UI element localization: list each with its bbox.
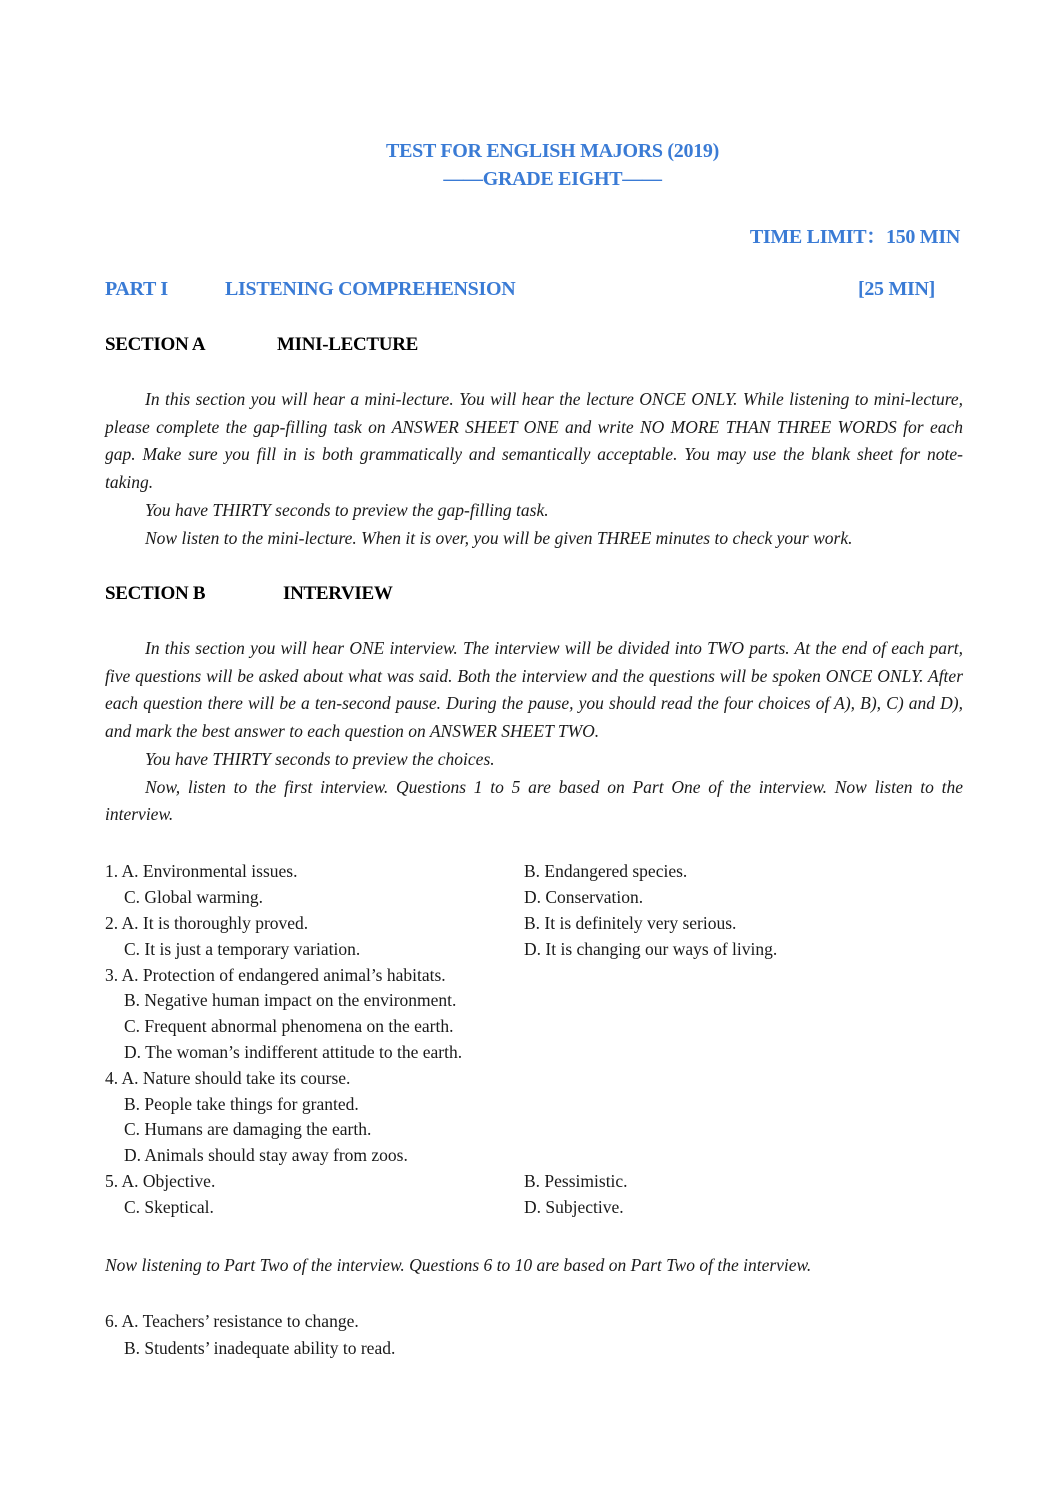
q2-option-d: D. It is changing our ways of living.: [524, 939, 778, 959]
part-duration: [25 MIN]: [858, 278, 936, 300]
q2-option-c: C. It is just a temporary variation.: [124, 939, 361, 959]
section-a-preview-note: You have THIRTY seconds to preview the gap-filling task.: [145, 499, 549, 520]
exam-title: TEST FOR ENGLISH MAJORS (2019): [386, 140, 719, 162]
q5-option-d: D. Subjective.: [524, 1197, 624, 1217]
q4-option-c: C. Humans are damaging the earth.: [124, 1119, 372, 1139]
q5-option-b: B. Pessimistic.: [524, 1171, 628, 1191]
q6-option-b: B. Students’ inadequate ability to read.: [124, 1338, 396, 1358]
section-a-label: SECTION A: [105, 334, 206, 355]
q6-option-a: 6. A. Teachers’ resistance to change.: [105, 1311, 359, 1331]
q1-option-a: 1. A. Environmental issues.: [105, 861, 298, 881]
q4-option-b: B. People take things for granted.: [124, 1094, 359, 1114]
section-b-listen-note: Now, listen to the first interview. Questions 1 to 5 are based on Part One of the interview. Now listen to the interview.: [105, 776, 963, 825]
section-b-preview-note: You have THIRTY seconds to preview the choices.: [145, 748, 495, 769]
section-a-name: MINI-LECTURE: [277, 334, 419, 355]
section-a-listen-note: Now listen to the mini-lecture. When it is over, you will be given THREE minutes to check your work.: [145, 527, 853, 548]
section-a-paragraph: In this section you will hear a mini-lecture. You will hear the lecture ONCE ONLY. While listening to mini-lecture, please complete the gap-filling task on ANSWER SHEET ONE and write NO MORE THAN THREE WORDS for each gap. Make sure you fill in is both grammatically and semantically acceptable. You may use the blank sheet for note-taking.: [105, 389, 963, 493]
q1-option-b: B. Endangered species.: [524, 861, 688, 881]
q3-option-d: D. The woman’s indifferent attitude to the earth.: [124, 1042, 463, 1062]
q4-option-a: 4. A. Nature should take its course.: [105, 1068, 351, 1088]
section-b-instructions: [105, 635, 963, 829]
section-a-instructions: [105, 386, 963, 552]
q2-option-b: B. It is definitely very serious.: [524, 913, 737, 933]
q4-option-d: D. Animals should stay away from zoos.: [124, 1145, 408, 1165]
time-limit: TIME LIMIT：150 MIN: [749, 226, 960, 248]
section-b-label: SECTION B: [105, 583, 206, 604]
section-b-paragraph: In this section you will hear ONE interview. The interview will be divided into TWO parts. At the end of each part, five questions will be asked about what was said. Both the interview and the questions will be spoken ONCE ONLY. After each question there will be a ten-second pause. During the pause, you should read the four choices of A), B), C) and D), and mark the best answer to each question on ANSWER SHEET TWO.: [105, 638, 963, 742]
q5-option-c: C. Skeptical.: [124, 1197, 214, 1217]
q1-option-c: C. Global warming.: [124, 887, 264, 907]
q1-option-d: D. Conservation.: [524, 887, 644, 907]
exam-grade: ——GRADE EIGHT——: [443, 168, 662, 190]
q3-option-c: C. Frequent abnormal phenomena on the earth.: [124, 1016, 454, 1036]
q3-option-b: B. Negative human impact on the environment.: [124, 990, 457, 1010]
section-b-name: INTERVIEW: [283, 583, 393, 604]
part-number: PART I: [105, 278, 168, 300]
q3-option-a: 3. A. Protection of endangered animal’s habitats.: [105, 965, 446, 985]
q2-option-a: 2. A. It is thoroughly proved.: [105, 913, 309, 933]
q5-option-a: 5. A. Objective.: [105, 1171, 216, 1191]
part-two-instruction: Now listening to Part Two of the interview. Questions 6 to 10 are based on Part Two of the interview.: [105, 1255, 812, 1275]
part-name: LISTENING COMPREHENSION: [225, 278, 516, 300]
